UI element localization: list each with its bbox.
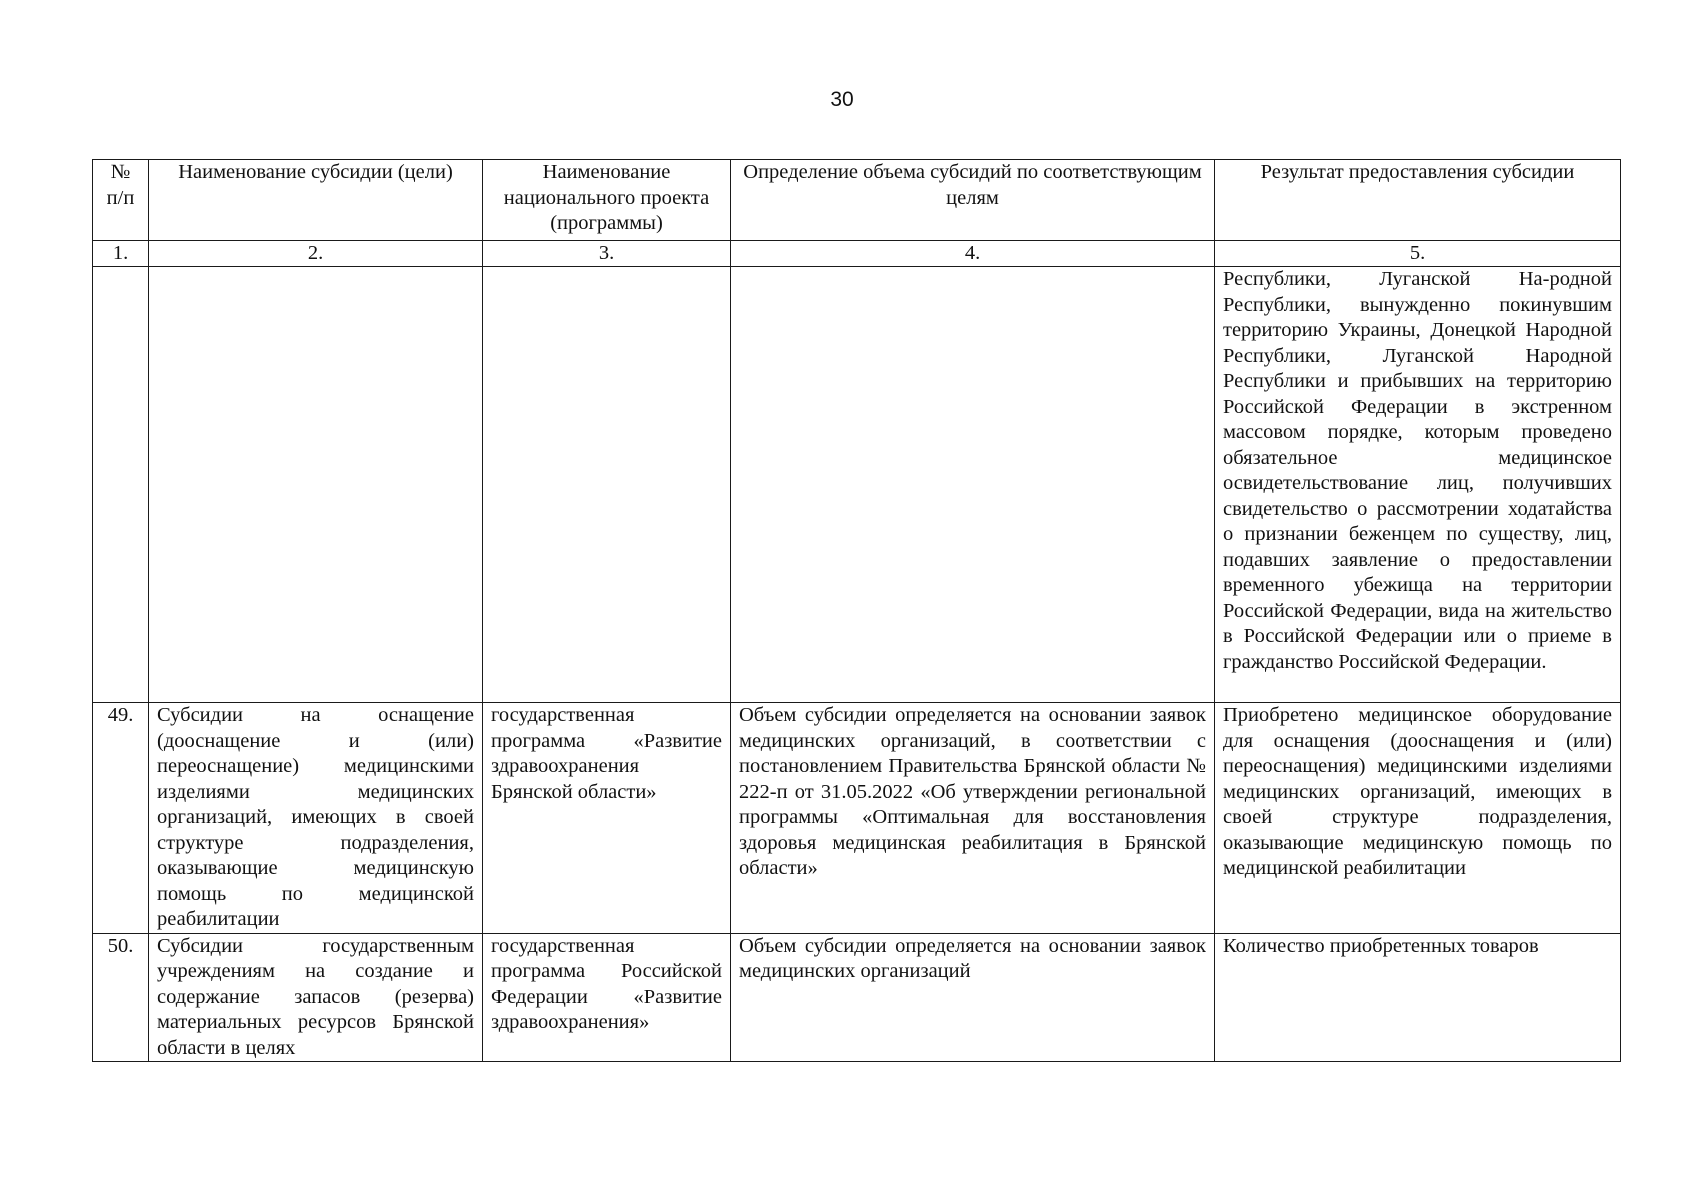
table-row [93, 703, 1621, 934]
project-cell: государственная программа Российской Федерации «Развитие здравоохранения» [483, 933, 731, 1062]
row-number: 50. [93, 933, 149, 1062]
result-cell: Количество приобретенных товаров [1215, 933, 1621, 1062]
page-number: 30 [830, 88, 854, 111]
row-number: 49. [93, 703, 149, 934]
column-number: 3. [483, 241, 731, 267]
table-row [93, 933, 1621, 1062]
table-header-row [93, 160, 1621, 241]
header-result: Результат предоставления субсидии [1215, 160, 1621, 241]
project-cell: государственная программа «Развитие здравоохранения Брянской области» [483, 703, 731, 934]
subsidy-name-cell: Субсидии государственным учреждениям на создание и содержание запасов (резерва) материальных ресурсов Брянской области в целях [149, 933, 483, 1062]
column-number: 5. [1215, 241, 1621, 267]
definition-cell: Объем субсидии определяется на основании заявок медицинских организаций, в соответствии с постановлением Правительства Брянской области № 222-п от 31.05.2022 «Об утверждении региональной программы «Оптимальная для восстановления здоровья медицинская реабилитация в Брянской области» [731, 703, 1215, 934]
header-number: № п/п [93, 160, 149, 241]
column-numbers-row [93, 241, 1621, 267]
row-number [93, 267, 149, 703]
result-cell: Приобретено медицинское оборудование для оснащения (дооснащения и (или) переоснащения) медицинскими изделиями медицинских организаций, имеющих в своей структуре подразделения, оказывающие медицинскую помощь по медицинской реабилитации [1215, 703, 1621, 934]
subsidy-name-cell [149, 267, 483, 703]
header-subsidy-name: Наименование субсидии (цели) [149, 160, 483, 241]
project-cell [483, 267, 731, 703]
column-number: 1. [93, 241, 149, 267]
definition-cell: Объем субсидии определяется на основании заявок медицинских организаций [731, 933, 1215, 1062]
header-national-project: Наименование национального проекта (программы) [483, 160, 731, 241]
definition-cell [731, 267, 1215, 703]
result-cell: Республики, Луганской На-родной Республики, вынужденно покинувшим территорию Украины, Донецкой Народной Республики, Луганской Народной Республики и прибывших на территорию Российской Федерации в экстренном массовом порядке, которым проведено обязательное медицинское освидетельствование лиц, получивших свидетельство о рассмотрении ходатайства о признании беженцем по существу, лиц, подавших заявление о предоставлении временного убежища на территории Российской Федерации, вида на жительство в Российской Федерации или о приеме в гражданство Российской Федерации. [1215, 267, 1621, 703]
subsidy-name-cell: Субсидии на оснащение (дооснащение и (или) переоснащение) медицинскими изделиями медицинских организаций, имеющих в своей структуре подразделения, оказывающие медицинскую помощь по медицинской реабилитации [149, 703, 483, 934]
header-volume-definition: Определение объема субсидий по соответствующим целям [731, 160, 1215, 241]
column-number: 4. [731, 241, 1215, 267]
column-number: 2. [149, 241, 483, 267]
subsidy-table [92, 159, 1621, 1062]
table-row [93, 267, 1621, 703]
